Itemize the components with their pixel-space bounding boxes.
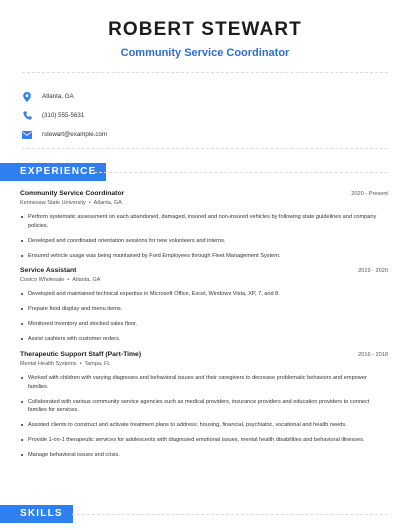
job-title: Therapeutic Support Staff (Part-Time) [20, 351, 142, 358]
job-organization: Costco Wholesale • Atlanta, GA [20, 277, 101, 283]
job-location: Tampa, FL [84, 361, 111, 367]
job-organization: Mental Health Systems • Tampa, FL [20, 361, 111, 367]
location-text: Atlanta, GA [42, 93, 74, 100]
job-company: Kennesaw State University [20, 200, 86, 206]
contact-location [22, 87, 410, 106]
job-bullet: Prepare food display and menu items. [20, 305, 388, 314]
job-dates: 2019 - 2020 [358, 268, 388, 274]
experience-divider [94, 172, 388, 173]
job-bullet: Collaborated with various community service agencies such as medical providers, insurance providers and education providers to connect families for services. [20, 398, 388, 415]
job-location: Atlanta, GA [93, 200, 122, 206]
envelope-icon [22, 129, 32, 141]
job-organization: Kennesaw State University • Atlanta, GA [20, 200, 122, 206]
contact-phone [22, 106, 410, 125]
job-company: Costco Wholesale [20, 277, 65, 283]
job-company: Mental Health Systems [20, 361, 77, 367]
job-title: Community Service Coordinator [20, 190, 125, 197]
job-bullet: Worked with children with varying diagnoses and behavioral issues and their caregivers to decrease problematic behaviors and empower families. [20, 374, 388, 391]
job-bullets [20, 290, 388, 344]
contact-email [22, 125, 410, 144]
location-pin-icon [22, 91, 32, 103]
job-entry [20, 351, 388, 466]
job-bullet: Developed and coordinated orientation sessions for new volunteers and interns. [20, 237, 388, 246]
phone-icon [22, 110, 32, 122]
job-entry [20, 190, 388, 267]
section-heading-experience: EXPERIENCE [0, 163, 106, 181]
job-entry [20, 267, 388, 350]
job-bullet: Assist cashiers with customer orders. [20, 335, 388, 344]
job-dates: 2016 - 2018 [358, 352, 388, 358]
job-bullet: Provide 1-on-1 therapeutic services for adolescents with diagnosed emotional issues, mental health disabilities and behavioral illnesses. [20, 436, 388, 445]
job-location: Atlanta, GA [72, 277, 101, 283]
job-bullets [20, 213, 388, 260]
job-bullet: Perform systematic assessment on each abandoned, damaged, insured and non-insured vehicles by following state guidelines and company policies. [20, 213, 388, 230]
contact-list [0, 73, 410, 144]
job-bullet: Ensured vehicle usage was being maintained by Ford Employees through Fleet Management System. [20, 252, 388, 261]
skills-divider [72, 514, 388, 515]
contact-divider [22, 148, 388, 149]
candidate-name: ROBERT STEWART [108, 19, 302, 40]
job-title: Service Assistant [20, 267, 77, 274]
job-bullet: Developed and maintained technical expertise in Microsoft Office, Excel, Windows Vista, XP, 7, and 8. [20, 290, 388, 299]
phone-text: (310) 555-5631 [42, 112, 85, 119]
job-bullet: Manage behavioral issues and crisis. [20, 451, 388, 460]
section-heading-skills: SKILLS [0, 505, 73, 523]
email-text: rstewart@example.com [42, 131, 108, 138]
candidate-title: Community Service Coordinator [120, 47, 290, 59]
job-bullets [20, 374, 388, 460]
job-bullet: Monitored inventory and stocked sales floor. [20, 320, 388, 329]
resume-header [0, 0, 410, 59]
job-dates: 2020 - Present [351, 191, 388, 197]
job-bullet: Assisted clients to construct and activate treatment plans to address; housing, financial, psychiatric, vocational and health needs. [20, 421, 388, 430]
